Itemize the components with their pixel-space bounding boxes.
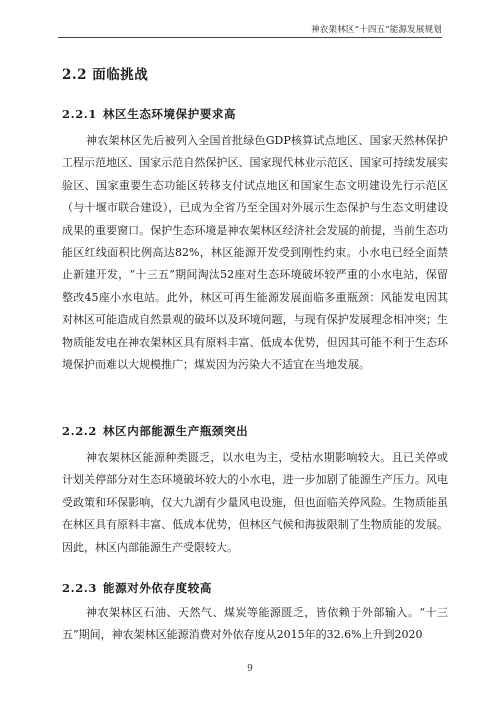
subsection-title: 林区内部能源生产瓶颈突出 bbox=[103, 424, 249, 438]
header-rule bbox=[58, 37, 442, 38]
subsection-heading-2-2-3 bbox=[62, 580, 212, 596]
subsection-number: 2.2.1 bbox=[62, 107, 98, 121]
page-number: 9 bbox=[247, 664, 253, 674]
subsection-number: 2.2.2 bbox=[62, 424, 98, 438]
section-number: 2.2 bbox=[62, 67, 87, 83]
subsection-title: 能源对外依存度较高 bbox=[103, 581, 212, 595]
subsection-number: 2.2.3 bbox=[62, 581, 98, 595]
subsection-heading-2-2-1 bbox=[62, 106, 236, 122]
paragraph-2-2-2: 神农架林区能源种类匮乏，以水电为主，受枯水期影响较大。且已关停或计划关停部分对生态环境破坏较大的小水电，进一步加剧了能源生产压力。风电受政策和环保影响，仅大九湖有少量风电设施，但也面临关停风险。生物质能虽在林区具有原料丰富、低成本优势，但林区气候和海拔限制了生物质能的发展。因此，林区内部能源生产受限较大。 bbox=[62, 451, 448, 554]
section-title: 面临挑战 bbox=[92, 67, 149, 83]
subsection-title: 林区生态环境保护要求高 bbox=[103, 107, 237, 121]
subsection-heading-2-2-2 bbox=[62, 423, 248, 439]
running-header: 神农架林区“十四五”能源发展规划 bbox=[311, 25, 442, 35]
paragraph-2-2-1: 神农架林区先后被列入全国首批绿色GDP核算试点地区、国家天然林保护工程示范地区、国家示范自然保护区、国家现代林业示范区、国家可持续发展实验区、国家重要生态功能区转移支付试点地区和国家生态文明建设先行示范区（与十堰市联合建设），已成为全省乃至全国对外展示生态保护与生态文明建设成果的重要窗口。保护生态环境是神农架林区经济社会发展的前提，当前生态功能区红线面积比例高达82%，林区能源开发受到刚性约束。小水电已经全面禁止新建开发，“十三五”期间淘汰52座对生态环境破坏较严重的小水电站，保留整改45座小水电站。此外，林区可再生能源发展面临多重瓶颈：风能发电因其对林区可能造成自然景观的破坏以及环境问题，与现有保护发展理念相冲突；生物质能发电在神农架林区具有原料丰富、低成本优势，但因其可能不利于生态环境保护而难以大规模推广；煤炭因为污染大不适宜在当地发展。 bbox=[62, 134, 448, 372]
section-heading bbox=[62, 63, 148, 83]
paragraph-2-2-3: 神农架林区石油、天然气、煤炭等能源匮乏，皆依赖于外部输入。“十三五”期间，神农架林区能源消费对外依存度从2015年的32.6%上升到2020 bbox=[62, 606, 448, 642]
